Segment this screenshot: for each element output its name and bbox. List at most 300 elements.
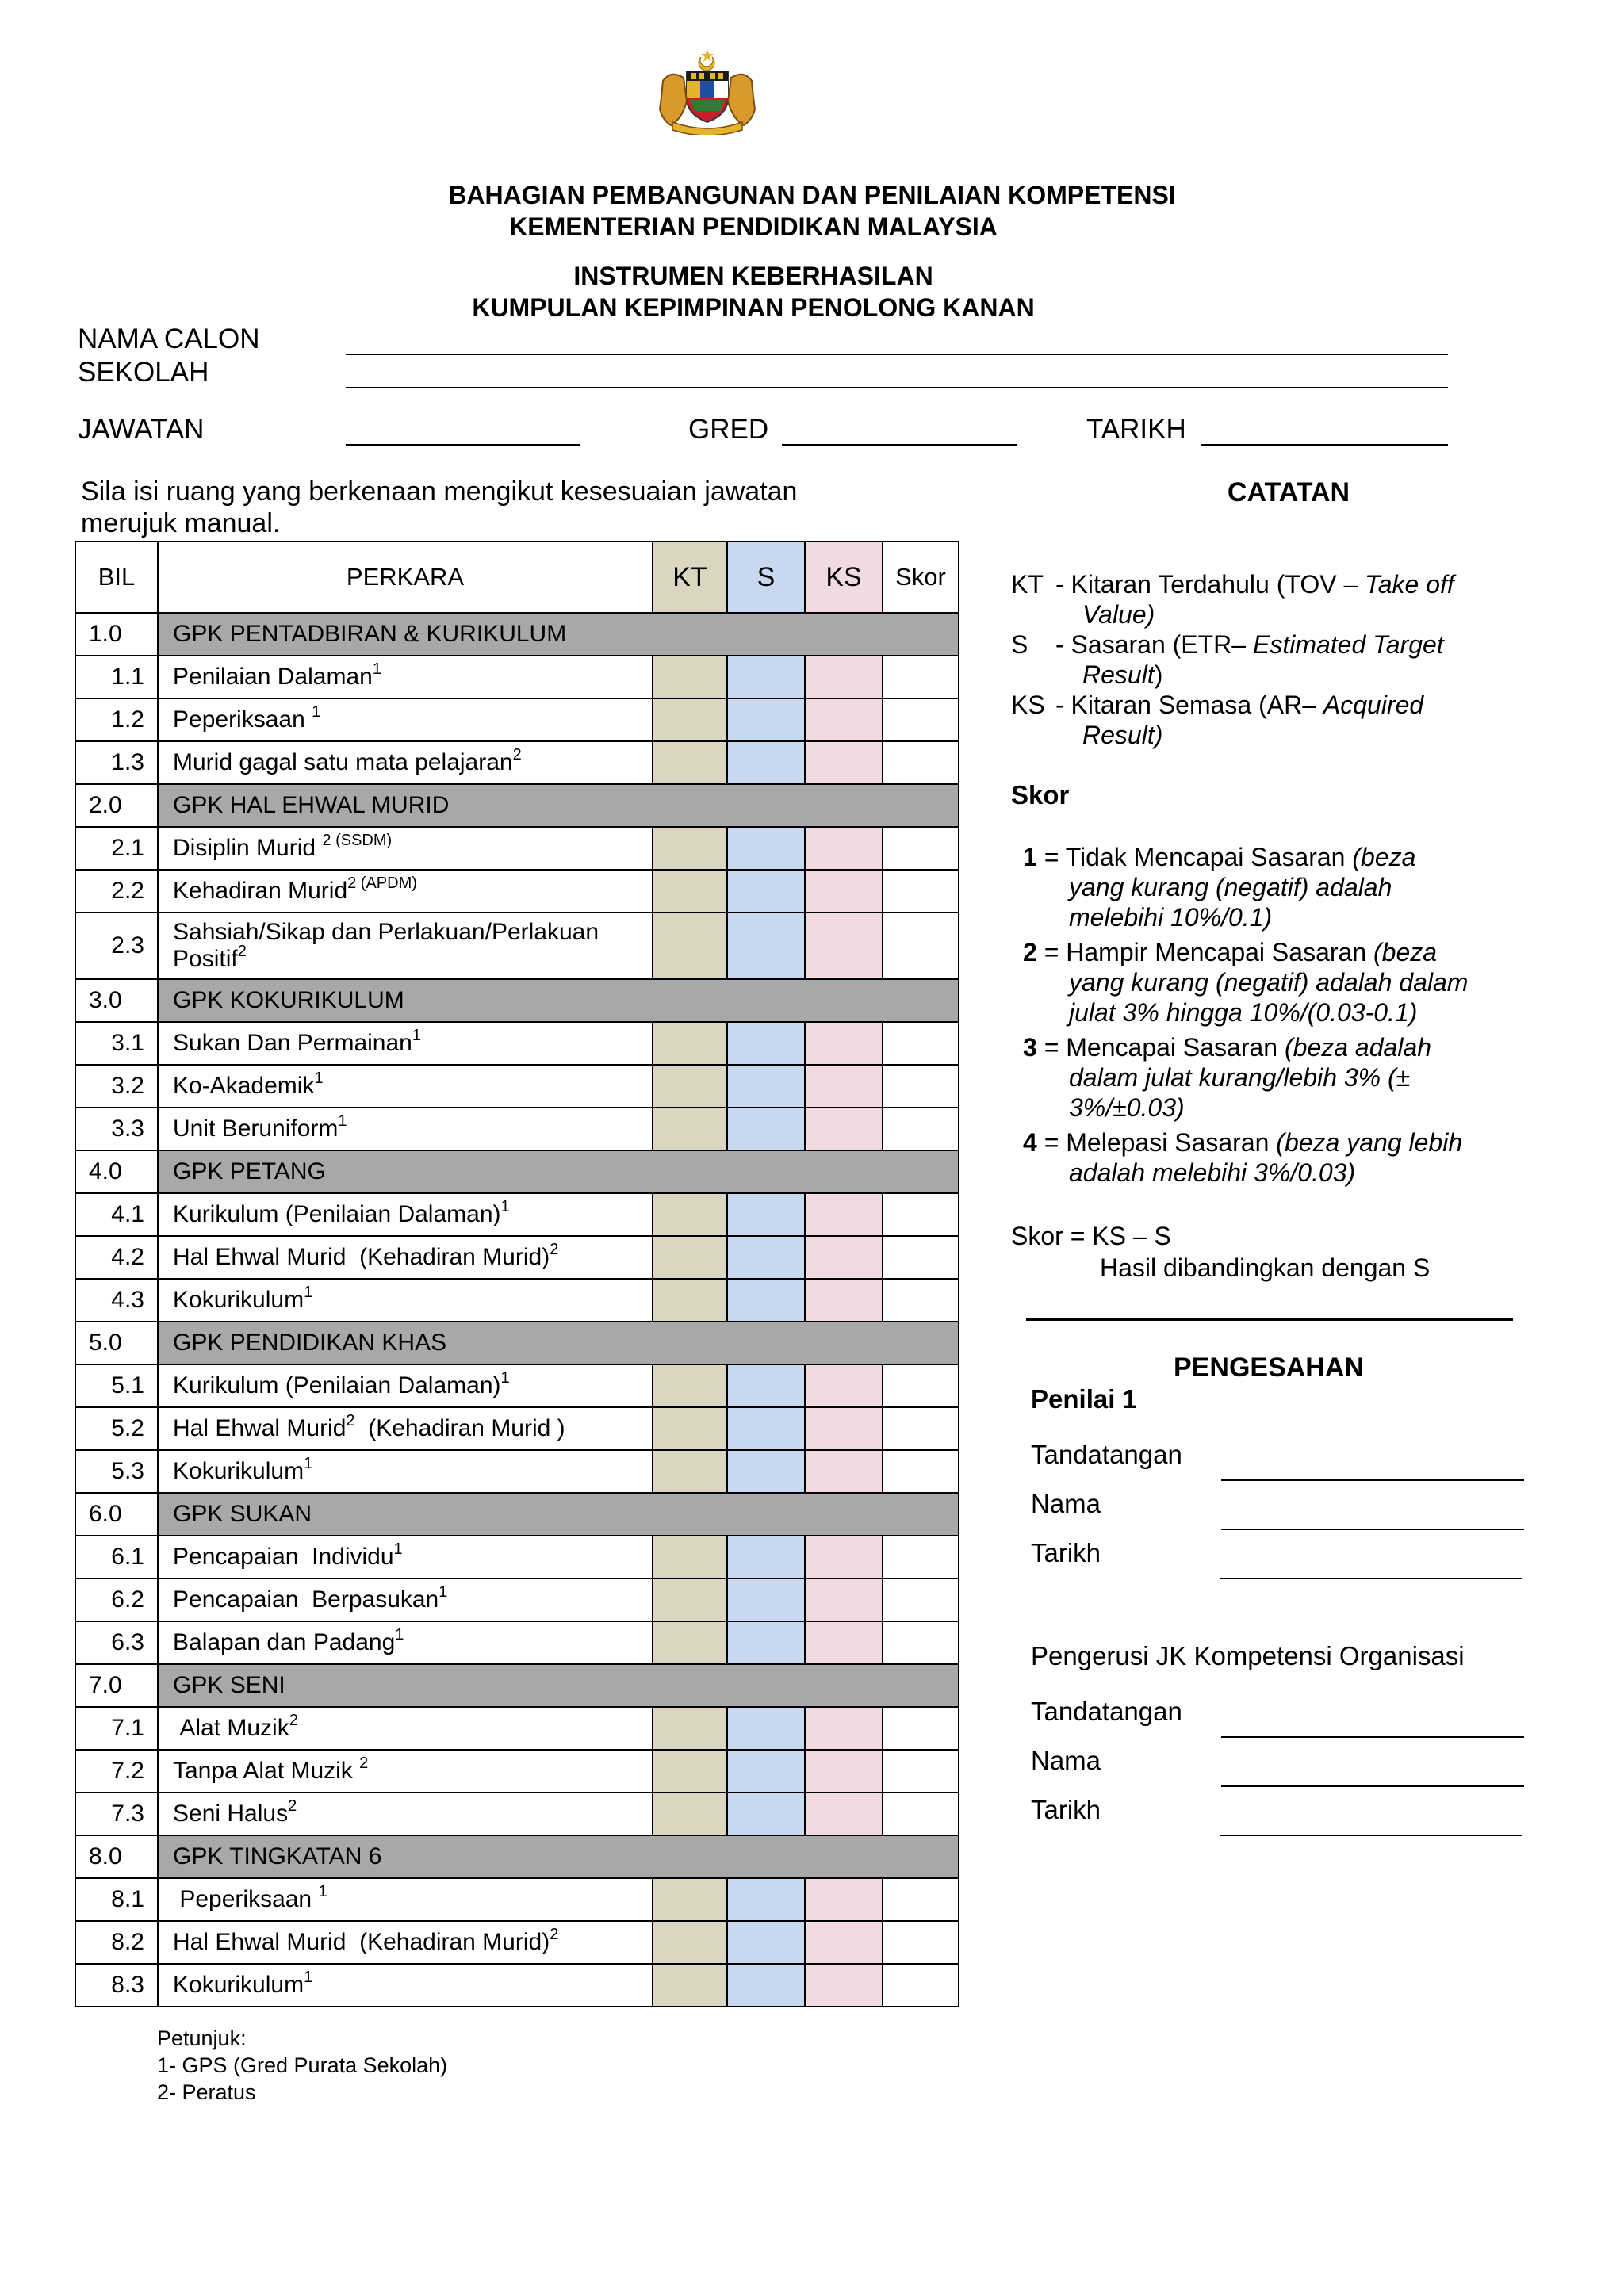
- s-input[interactable]: [727, 741, 805, 784]
- section-row: [75, 1835, 959, 1878]
- gred-field[interactable]: [782, 444, 1017, 446]
- s-input[interactable]: [727, 1793, 805, 1835]
- ks-input[interactable]: [805, 1407, 883, 1450]
- item-text: Murid gagal satu mata pelajaran: [173, 749, 513, 775]
- table-row: [75, 656, 959, 698]
- ks-input[interactable]: [805, 1793, 883, 1835]
- section-title: GPK SENI: [158, 1664, 959, 1707]
- item-text: Unit Beruniform: [173, 1115, 339, 1142]
- score-1-num: 1: [1023, 843, 1037, 871]
- item-footnote: 1: [304, 1455, 313, 1472]
- abbr-s: [1011, 629, 1598, 690]
- item-label: [158, 1065, 653, 1108]
- section-title: GPK PENDIDIKAN KHAS: [158, 1322, 959, 1364]
- skor-formula-note: Hasil dibandingkan dengan S: [1100, 1253, 1431, 1282]
- item-footnote: 1: [304, 1284, 313, 1301]
- s-input[interactable]: [727, 1536, 805, 1578]
- section-number: 1.0: [75, 613, 158, 656]
- skor-input[interactable]: [883, 656, 959, 698]
- item-footnote: 2 (SSDM): [322, 832, 393, 849]
- score-4: [1023, 1127, 1530, 1188]
- section-title: GPK KOKURIKULUM: [158, 979, 959, 1022]
- abbr-ks: [1011, 690, 1598, 750]
- s-input[interactable]: [727, 1364, 805, 1407]
- item-label: [158, 1921, 653, 1964]
- score-3-line3: 3%/±0.03): [1069, 1093, 1185, 1122]
- score-4-line2: adalah melebihi 3%/0.03): [1069, 1158, 1356, 1187]
- table-row: [75, 1921, 959, 1964]
- penilai-nama-label: Nama: [1031, 1489, 1101, 1518]
- s-input[interactable]: [727, 1921, 805, 1964]
- gred-label: GRED: [688, 414, 769, 445]
- table-row: [75, 1236, 959, 1279]
- s-input[interactable]: [727, 1022, 805, 1065]
- ks-input[interactable]: [805, 1878, 883, 1921]
- skor-input[interactable]: [883, 1108, 959, 1150]
- section-number: 7.0: [75, 1664, 158, 1707]
- item-label: [158, 827, 653, 870]
- item-label: [158, 1964, 653, 2007]
- abbr-s-cont: Result: [1082, 660, 1155, 689]
- kt-input[interactable]: [653, 1450, 727, 1493]
- score-2-em: (beza: [1373, 938, 1438, 966]
- skor-input[interactable]: [883, 827, 959, 870]
- jawatan-field[interactable]: [346, 444, 580, 446]
- item-label: [158, 1022, 653, 1065]
- score-4-num: 4: [1023, 1128, 1037, 1157]
- item-number: 8.3: [75, 1964, 158, 2007]
- kt-input[interactable]: [653, 1578, 727, 1621]
- item-footnote: 2: [346, 1412, 355, 1429]
- item-text: Peperiksaan: [173, 706, 312, 733]
- table-row: [75, 827, 959, 870]
- skor-input[interactable]: [883, 1750, 959, 1793]
- kt-input[interactable]: [653, 1236, 727, 1279]
- item-number: 7.1: [75, 1707, 158, 1750]
- skor-input[interactable]: [883, 1193, 959, 1236]
- kt-input[interactable]: [653, 1407, 727, 1450]
- header-group: KUMPULAN KEPIMPINAN PENOLONG KANAN: [472, 293, 1035, 322]
- table-row: [75, 698, 959, 741]
- item-label: [158, 913, 653, 979]
- s-input[interactable]: [727, 1236, 805, 1279]
- pengesahan-title: PENGESAHAN: [1174, 1353, 1364, 1383]
- table-row: [75, 1108, 959, 1150]
- item-label: [158, 698, 653, 741]
- ks-input[interactable]: [805, 1450, 883, 1493]
- ks-input[interactable]: [805, 698, 883, 741]
- score-3-em: (beza adalah: [1284, 1033, 1432, 1062]
- item-number: 6.1: [75, 1536, 158, 1578]
- skor-input[interactable]: [883, 1536, 959, 1578]
- item-footnote: 1: [304, 1969, 313, 1986]
- item-label: [158, 1793, 653, 1835]
- item-text: Sukan Dan Permainan: [173, 1030, 412, 1056]
- skor-input[interactable]: [883, 1236, 959, 1279]
- item-label: [158, 1450, 653, 1493]
- item-number: 8.1: [75, 1878, 158, 1921]
- table-row: [75, 1279, 959, 1322]
- ks-input[interactable]: [805, 1964, 883, 2007]
- item-text: Kokurikulum: [173, 1458, 304, 1484]
- item-text: Balapan dan Padang: [173, 1629, 396, 1655]
- kt-input[interactable]: [653, 870, 727, 913]
- skor-input[interactable]: [883, 1022, 959, 1065]
- col-kt: KT: [653, 541, 727, 613]
- score-4-em: (beza yang lebih: [1276, 1128, 1463, 1157]
- col-skor: Skor: [883, 541, 959, 613]
- ks-input[interactable]: [805, 1921, 883, 1964]
- kt-input[interactable]: [653, 1065, 727, 1108]
- kt-input[interactable]: [653, 1707, 727, 1750]
- col-ks: KS: [805, 541, 883, 613]
- ks-input[interactable]: [805, 1707, 883, 1750]
- section-number: 4.0: [75, 1150, 158, 1193]
- s-input[interactable]: [727, 827, 805, 870]
- score-2-num: 2: [1023, 938, 1037, 966]
- score-3-line2: dalam julat kurang/lebih 3% (±: [1069, 1063, 1411, 1092]
- separator-line: [1026, 1318, 1513, 1321]
- s-input[interactable]: [727, 1450, 805, 1493]
- penilai-1-label: Penilai 1: [1031, 1384, 1137, 1414]
- s-input[interactable]: [727, 1108, 805, 1150]
- assessment-table: [75, 541, 959, 2007]
- skor-input[interactable]: [883, 698, 959, 741]
- ks-input[interactable]: [805, 1236, 883, 1279]
- item-text: Tanpa Alat Muzik: [173, 1758, 360, 1784]
- kt-input[interactable]: [653, 827, 727, 870]
- item-text: Alat Muzik: [173, 1715, 289, 1741]
- item-label: [158, 1108, 653, 1150]
- section-title: GPK PETANG: [158, 1150, 959, 1193]
- s-input[interactable]: [727, 1065, 805, 1108]
- ks-input[interactable]: [805, 1022, 883, 1065]
- kt-input[interactable]: [653, 913, 727, 979]
- score-3-num: 3: [1023, 1033, 1037, 1062]
- item-number: 7.2: [75, 1750, 158, 1793]
- item-text: Hal Ehwal Murid (Kehadiran Murid): [173, 1929, 550, 1955]
- item-footnote: 1: [318, 1883, 327, 1900]
- col-s: S: [727, 541, 805, 613]
- ks-input[interactable]: [805, 1279, 883, 1322]
- pengerusi-nama-field[interactable]: [1221, 1785, 1524, 1787]
- table-row: [75, 1022, 959, 1065]
- ks-input[interactable]: [805, 1750, 883, 1793]
- item-footnote: 2 (APDM): [347, 874, 417, 892]
- table-row: [75, 1878, 959, 1921]
- skor-heading: Skor: [1011, 780, 1070, 809]
- item-number: 8.2: [75, 1921, 158, 1964]
- section-number: 6.0: [75, 1493, 158, 1536]
- item-number: 5.2: [75, 1407, 158, 1450]
- tarikh-field[interactable]: [1201, 444, 1448, 446]
- abbr-s-text: - Sasaran (ETR–: [1055, 630, 1247, 659]
- item-number: 2.3: [75, 913, 158, 979]
- skor-input[interactable]: [883, 913, 959, 979]
- item-number: 3.1: [75, 1022, 158, 1065]
- skor-formula: Skor = KS – S: [1011, 1222, 1171, 1250]
- table-row: [75, 741, 959, 784]
- skor-input[interactable]: [883, 1450, 959, 1493]
- kt-input[interactable]: [653, 1750, 727, 1793]
- item-text: Penilaian Dalaman: [173, 664, 373, 690]
- kt-input[interactable]: [653, 1964, 727, 2007]
- ks-input[interactable]: [805, 1364, 883, 1407]
- item-footnote: 1: [395, 1626, 404, 1644]
- kt-input[interactable]: [653, 1193, 727, 1236]
- table-row: [75, 1793, 959, 1835]
- ks-input[interactable]: [805, 1578, 883, 1621]
- item-number: 7.3: [75, 1793, 158, 1835]
- skor-input[interactable]: [883, 1279, 959, 1322]
- item-label: [158, 1578, 653, 1621]
- item-number: 5.1: [75, 1364, 158, 1407]
- s-input[interactable]: [727, 1750, 805, 1793]
- item-label: [158, 1364, 653, 1407]
- pengerusi-tandatangan-label: Tandatangan: [1031, 1697, 1182, 1726]
- kt-input[interactable]: [653, 1022, 727, 1065]
- skor-input[interactable]: [883, 741, 959, 784]
- abbr-kt-key: KT: [1011, 570, 1044, 599]
- section-title: GPK SUKAN: [158, 1493, 959, 1536]
- skor-input[interactable]: [883, 1793, 959, 1835]
- item-text: Hal Ehwal Murid: [173, 1415, 347, 1441]
- ks-input[interactable]: [805, 870, 883, 913]
- s-input[interactable]: [727, 1964, 805, 2007]
- item-footnote: 1: [312, 703, 321, 721]
- table-row: [75, 1364, 959, 1407]
- section-row: [75, 784, 959, 827]
- score-3-label: = Mencapai Sasaran: [1044, 1033, 1278, 1062]
- item-label: [158, 1407, 653, 1450]
- table-row: [75, 1578, 959, 1621]
- item-label: [158, 1707, 653, 1750]
- item-footnote: 1: [372, 660, 381, 678]
- ks-input[interactable]: [805, 656, 883, 698]
- note-1: 1- GPS (Gred Purata Sekolah): [157, 2053, 448, 2077]
- skor-input[interactable]: [883, 1964, 959, 2007]
- section-title: GPK HAL EHWAL MURID: [158, 784, 959, 827]
- item-footnote: 1: [439, 1583, 448, 1601]
- table-row: [75, 913, 959, 979]
- item-text: Peperiksaan: [173, 1886, 319, 1912]
- item-number: 5.3: [75, 1450, 158, 1493]
- item-footnote: 2: [359, 1755, 369, 1772]
- pengerusi-tarikh-field[interactable]: [1220, 1835, 1522, 1836]
- item-text: Kokurikulum: [173, 1972, 304, 1998]
- instruction-text: Sila isi ruang yang berkenaan mengikut kesesuaian jawatan merujuk manual.: [81, 476, 798, 538]
- col-bil: BIL: [75, 541, 158, 613]
- pengerusi-tarikh-label: Tarikh: [1031, 1795, 1101, 1824]
- kt-input[interactable]: [653, 741, 727, 784]
- section-number: 5.0: [75, 1322, 158, 1364]
- section-row: [75, 1493, 959, 1536]
- pengerusi-nama-label: Nama: [1031, 1746, 1101, 1775]
- skor-input[interactable]: [883, 1921, 959, 1964]
- penilai-tandatangan-field[interactable]: [1221, 1479, 1524, 1481]
- item-label: [158, 1193, 653, 1236]
- section-number: 3.0: [75, 979, 158, 1022]
- item-number: 2.2: [75, 870, 158, 913]
- s-input[interactable]: [727, 1193, 805, 1236]
- section-row: [75, 1322, 959, 1364]
- abbr-s-key: S: [1011, 630, 1028, 659]
- pengerusi-label: Pengerusi JK Kompetensi Organisasi: [1031, 1641, 1465, 1670]
- kt-input[interactable]: [653, 1621, 727, 1664]
- col-perkara: PERKARA: [158, 541, 653, 613]
- section-row: [75, 1664, 959, 1707]
- catatan-title: CATATAN: [1227, 477, 1350, 507]
- ks-input[interactable]: [805, 1193, 883, 1236]
- penilai-tarikh-field[interactable]: [1220, 1578, 1522, 1579]
- skor-input[interactable]: [883, 1407, 959, 1450]
- kt-input[interactable]: [653, 1364, 727, 1407]
- ks-input[interactable]: [805, 1536, 883, 1578]
- item-number: 1.2: [75, 698, 158, 741]
- item-footnote: 1: [500, 1369, 510, 1387]
- item-footnote: 2: [550, 1241, 559, 1258]
- item-footnote: 1: [412, 1027, 421, 1044]
- score-4-label: = Melepasi Sasaran: [1044, 1128, 1270, 1157]
- kt-input[interactable]: [653, 698, 727, 741]
- kt-input[interactable]: [653, 1793, 727, 1835]
- ks-input[interactable]: [805, 1621, 883, 1664]
- abbr-s-em: Estimated Target: [1252, 630, 1444, 659]
- skor-input[interactable]: [883, 1065, 959, 1108]
- item-text: Kehadiran Murid: [173, 878, 348, 904]
- s-input[interactable]: [727, 870, 805, 913]
- abbr-ks-em: Acquired: [1323, 691, 1424, 719]
- nama-calon-field[interactable]: [346, 354, 1448, 355]
- item-text: Disiplin Murid: [173, 835, 323, 861]
- section-number: 8.0: [75, 1835, 158, 1878]
- abbr-ks-cont: Result): [1082, 721, 1163, 749]
- table-row: [75, 870, 959, 913]
- item-text: Kurikulum (Penilaian Dalaman): [173, 1201, 501, 1227]
- item-text: Seni Halus: [173, 1800, 289, 1827]
- skor-input[interactable]: [883, 1621, 959, 1664]
- kt-input[interactable]: [653, 1878, 727, 1921]
- item-text: Pencapaian Individu: [173, 1544, 394, 1570]
- score-2-label: = Hampir Mencapai Sasaran: [1044, 938, 1367, 966]
- note-2: 2- Peratus: [157, 2080, 256, 2104]
- s-input[interactable]: [727, 1707, 805, 1750]
- item-number: 2.1: [75, 827, 158, 870]
- abbr-kt-text: - Kitaran Terdahulu (TOV –: [1055, 570, 1358, 599]
- score-3: [1023, 1032, 1530, 1123]
- item-text: Kokurikulum: [173, 1287, 304, 1313]
- item-label: [158, 656, 653, 698]
- abbr-kt-em: Take off: [1365, 570, 1454, 599]
- section-title: GPK TINGKATAN 6: [158, 1835, 959, 1878]
- item-footnote: 2: [512, 746, 522, 763]
- item-text: Hal Ehwal Murid (Kehadiran Murid): [173, 1244, 550, 1270]
- kt-input[interactable]: [653, 1921, 727, 1964]
- header-ministry: KEMENTERIAN PENDIDIKAN MALAYSIA: [509, 212, 998, 241]
- item-text: Sahsiah/Sikap dan Perlakuan/Perlakuan Positif: [173, 919, 606, 972]
- ks-input[interactable]: [805, 1065, 883, 1108]
- item-label: [158, 1236, 653, 1279]
- kt-input[interactable]: [653, 1536, 727, 1578]
- malaysia-coat-of-arms-logo: [655, 49, 760, 135]
- penilai-nama-field[interactable]: [1221, 1529, 1524, 1530]
- item-label: [158, 741, 653, 784]
- table-row: [75, 1750, 959, 1793]
- skor-input[interactable]: [883, 1878, 959, 1921]
- s-input[interactable]: [727, 656, 805, 698]
- item-label: [158, 1279, 653, 1322]
- score-2-line3: julat 3% hingga 10%/(0.03-0.1): [1069, 998, 1418, 1027]
- s-input[interactable]: [727, 698, 805, 741]
- score-1: [1023, 842, 1530, 932]
- item-number: 1.3: [75, 741, 158, 784]
- score-1-line3: melebihi 10%/0.1): [1069, 903, 1273, 932]
- item-footnote: 1: [393, 1540, 403, 1558]
- table-row: [75, 1964, 959, 2007]
- table-row: [75, 1536, 959, 1578]
- item-label: [158, 870, 653, 913]
- item-footnote: 1: [314, 1070, 324, 1087]
- notes: [157, 2025, 447, 2106]
- sekolah-label: SEKOLAH: [78, 357, 209, 388]
- table-row: [75, 1193, 959, 1236]
- penilai-tarikh-label: Tarikh: [1031, 1538, 1101, 1567]
- ks-input[interactable]: [805, 741, 883, 784]
- kt-input[interactable]: [653, 1108, 727, 1150]
- skor-input[interactable]: [883, 1578, 959, 1621]
- skor-input[interactable]: [883, 870, 959, 913]
- item-number: 4.2: [75, 1236, 158, 1279]
- kt-input[interactable]: [653, 656, 727, 698]
- item-number: 6.3: [75, 1621, 158, 1664]
- tarikh-label: TARIKH: [1086, 414, 1186, 445]
- s-input[interactable]: [727, 913, 805, 979]
- item-footnote: 2: [289, 1712, 298, 1729]
- section-row: [75, 613, 959, 656]
- ks-input[interactable]: [805, 913, 883, 979]
- kt-input[interactable]: [653, 1279, 727, 1322]
- header-instrument: INSTRUMEN KEBERHASILAN: [573, 262, 933, 290]
- item-number: 4.3: [75, 1279, 158, 1322]
- section-number: 2.0: [75, 784, 158, 827]
- notes-title: Petunjuk:: [157, 2026, 247, 2050]
- item-text: Ko-Akademik: [173, 1073, 315, 1099]
- sekolah-field[interactable]: [346, 387, 1448, 388]
- s-input[interactable]: [727, 1407, 805, 1450]
- item-text: Kurikulum (Penilaian Dalaman): [173, 1372, 501, 1399]
- item-footnote: 2: [237, 943, 247, 960]
- abbr-kt-cont: Value): [1082, 600, 1155, 629]
- item-footnote: 1: [500, 1198, 510, 1215]
- skor-input[interactable]: [883, 1364, 959, 1407]
- pengerusi-tandatangan-field[interactable]: [1221, 1736, 1524, 1738]
- item-label: [158, 1621, 653, 1664]
- item-footnote: 2: [288, 1797, 297, 1815]
- s-input[interactable]: [727, 1279, 805, 1322]
- table-row: [75, 1450, 959, 1493]
- section-row: [75, 979, 959, 1022]
- skor-input[interactable]: [883, 1707, 959, 1750]
- item-number: 4.1: [75, 1193, 158, 1236]
- ks-input[interactable]: [805, 1108, 883, 1150]
- ks-input[interactable]: [805, 827, 883, 870]
- score-1-em: (beza: [1352, 843, 1416, 871]
- s-input[interactable]: [727, 1878, 805, 1921]
- s-input[interactable]: [727, 1578, 805, 1621]
- s-input[interactable]: [727, 1621, 805, 1664]
- item-number: 3.2: [75, 1065, 158, 1108]
- item-number: 6.2: [75, 1578, 158, 1621]
